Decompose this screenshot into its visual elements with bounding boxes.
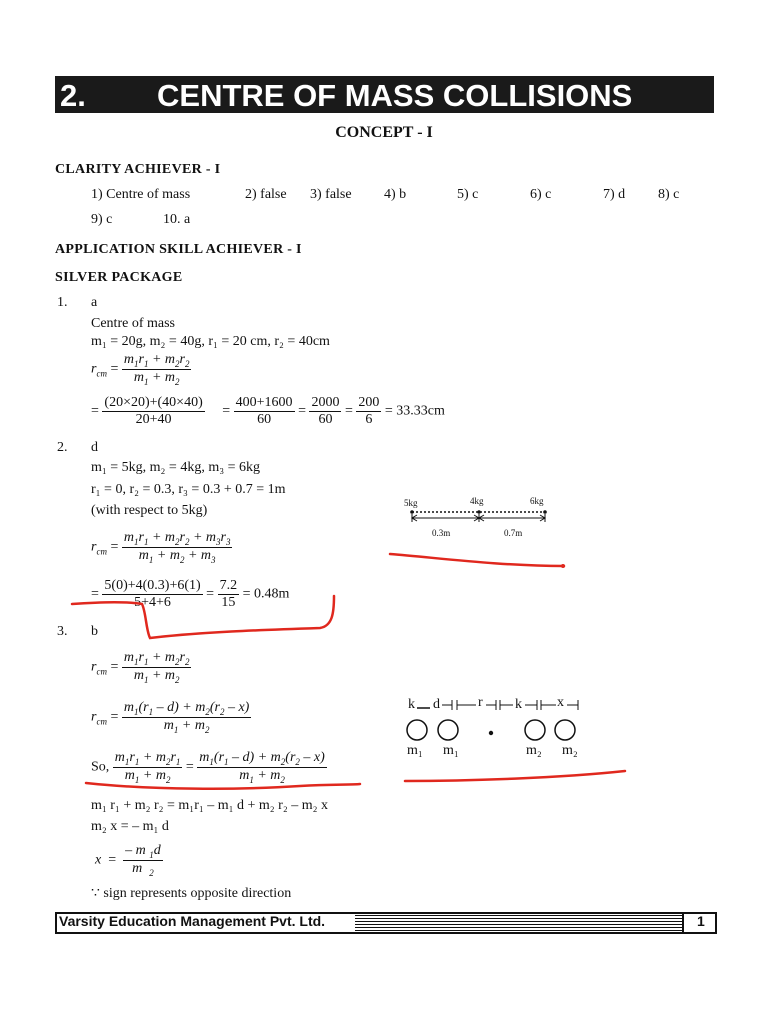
q2-result: = 0.48m <box>242 586 290 602</box>
footer-rule <box>355 915 682 931</box>
answer-6: 6) c <box>530 187 552 202</box>
q3-so: So, <box>91 759 110 775</box>
diagram-k-right: k <box>515 697 522 712</box>
q1-number: 1. <box>57 295 68 310</box>
answer-2: 2) false <box>245 187 287 202</box>
answer-9: 9) c <box>91 212 113 227</box>
diagram-x: x <box>557 695 564 710</box>
answer-1: 1) Centre of mass <box>91 187 191 202</box>
q3-formula-1: $r_{cm}$ = $\frac{m_1r_1 + m_2r_2}{m_1 + m_2}$ <box>91 650 190 685</box>
q1-formula: $r_{cm}$ = $\frac{m_1r_1 + m_2r_2}{m_1 + m_2}$ <box>91 352 190 387</box>
chapter-number: 2. <box>60 78 86 113</box>
footer-separator <box>682 912 684 934</box>
chapter-title: CENTRE OF MASS COLLISIONS <box>157 78 633 113</box>
diagram-distance-2: 0.7m <box>504 528 523 538</box>
diagram-mass-6kg: 6kg <box>530 496 544 506</box>
diagram-m2-b: m₂ <box>562 743 578 758</box>
application-heading: APPLICATION SKILL ACHIEVER - I <box>55 242 302 257</box>
diagram-mass-4kg: 4kg <box>470 496 484 506</box>
q2-note: (with respect to 5kg) <box>91 503 208 518</box>
diagram-m1-b: m₁ <box>443 743 459 758</box>
q3-equation: So, $\frac{m_1r_1 + m_2r_1}{m_1 + m_2}$ = $\frac{m_1(r_1 - d) + m_2(r_2 - x)}{m_1 + m_2}$ <box>91 750 325 785</box>
q1-calculation: = $\frac{(20\times 20)+(40\times 40)}{20+40}$ = $\frac{400+1600}{60}$ = $\frac{2000}{60}$ = $\frac{200}{6}$ = 33.33cm <box>91 395 445 427</box>
q1-given: m₁ = 20g, m₂ = 40g, r₁ = 20 cm, r₂ = 40cm <box>91 334 330 349</box>
q3-line1: m₁ r₁ + m₂ r₂ = m₁r₁ – m₁ d + m₂ r₂ – m₂ x <box>91 798 328 813</box>
page-number: 1 <box>697 913 705 929</box>
answer-3: 3) false <box>310 187 352 202</box>
q3-formula-2: $r_{cm}$ = $\frac{m_1(r_1 - d) + m_2(r_2 - x)}{m_1 + m_2}$ <box>91 700 250 735</box>
q2-positions: r₁ = 0, r₂ = 0.3, r₃ = 0.3 + 0.7 = 1m <box>91 482 286 497</box>
q3-result: x = $\frac{- m _1d}{m _2}$ <box>95 843 161 878</box>
q2-masses: m₁ = 5kg, m₂ = 4kg, m₃ = 6kg <box>91 460 260 475</box>
q1-answer: a <box>91 295 98 310</box>
diagram-distance-1: 0.3m <box>432 528 451 538</box>
q2-formula: $r_{cm}$ = $\frac{m_1r_1 + m_2r_2 + m_3r_3}{m_1 + m_2 + m_3}$ <box>91 530 231 565</box>
q3-position-diagram <box>400 696 615 746</box>
q3-number: 3. <box>57 624 68 639</box>
q2-answer: d <box>91 440 98 455</box>
answer-10: 10. a <box>163 212 191 227</box>
concept-heading: CONCEPT - I <box>335 124 433 141</box>
diagram-m2-a: m₂ <box>526 743 542 758</box>
clarity-heading: CLARITY ACHIEVER - I <box>55 162 221 177</box>
diagram-r: r <box>478 695 483 710</box>
footer-company: Varsity Education Management Pvt. Ltd. <box>59 913 326 929</box>
answer-7: 7) d <box>603 187 626 202</box>
q1-label: Centre of mass <box>91 316 175 331</box>
package-heading: SILVER PACKAGE <box>55 270 183 285</box>
answer-5: 5) c <box>457 187 479 202</box>
q2-distance-diagram <box>405 506 555 536</box>
answer-8: 8) c <box>658 187 680 202</box>
diagram-d: d <box>433 697 440 712</box>
q3-note: ∵ sign represents opposite direction <box>91 886 292 901</box>
diagram-mass-5kg: 5kg <box>404 498 418 508</box>
answer-4: 4) b <box>384 187 407 202</box>
q1-result: = 33.33cm <box>384 403 445 419</box>
q2-number: 2. <box>57 440 68 455</box>
q2-calculation: = $\frac{5(0)+4(0.3)+6(1)}{5+4+6}$ = $\frac{7.2}{15}$ = 0.48m <box>91 578 290 610</box>
q3-line2: m₂ x = – m₁ d <box>91 819 169 834</box>
q3-answer: b <box>91 624 98 639</box>
diagram-m1-a: m₁ <box>407 743 423 758</box>
diagram-k-left: k <box>408 697 415 712</box>
